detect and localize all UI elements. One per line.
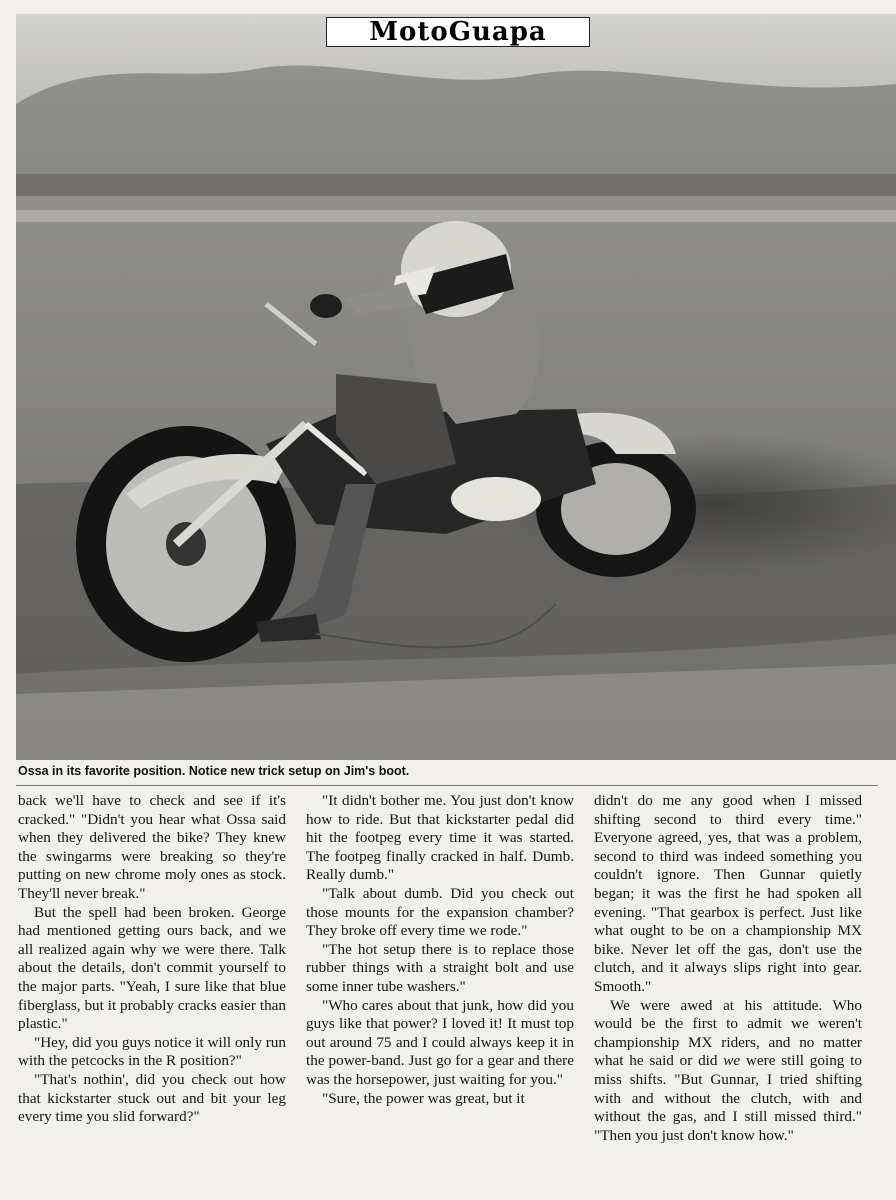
- caption-divider: [16, 785, 878, 786]
- photo-illustration: [16, 14, 896, 760]
- paragraph: "Sure, the power was great, but it: [322, 1089, 525, 1107]
- magazine-logo: MotoGuapa: [326, 17, 590, 47]
- paragraph: "It didn't bother me. You just don't know how to ride. But that kickstarter pedal did hit the footpeg every time it was started. The footpeg finally cracked in half. Dumb. Really dumb.": [306, 792, 574, 884]
- article-column-3: [594, 792, 862, 1192]
- article-column-1: [18, 792, 286, 1192]
- article-column-2: [306, 792, 574, 1192]
- paragraph: "Hey, did you guys notice it will only run with the petcocks in the R position?": [18, 1033, 286, 1070]
- paragraph: "Who cares about that junk, how did you guys like that power? I loved it! It must top out around 75 and I could always keep it in the power-band. Just go for a gear and there was the horsepower, just waiting for you.": [306, 996, 574, 1088]
- paragraph: [594, 997, 862, 1146]
- emphasis-text: we: [723, 1052, 741, 1070]
- paragraph-text: We were awed at his attitude. Who would be the first to admit we weren't championship MX riders, and no matter what he said or did: [594, 996, 862, 1070]
- paragraph-text: were still going to miss shifts. "But Gunnar, I tried shifting with and without the clutch, with and without the gas, and I still missed third." "Then you just don't know how.": [594, 1052, 862, 1144]
- paragraph: "That's nothin', did you check out how that kickstarter stuck out and bit your leg every time you slid forward?": [18, 1070, 286, 1126]
- article-body: [18, 792, 862, 1192]
- paragraph: back we'll have to check and see if it's cracked." "Didn't you hear what Ossa said when they delivered the bike? They knew the swingarms were breaking so they're putting on new chrome moly ones as stock. They'll never break.": [18, 792, 286, 902]
- paragraph: But the spell had been broken. George had mentioned getting ours back, and we all realized again why we were there. Talk about the details, don't commit yourself to the major parts. "Yeah, I sure like that blue fiberglass, but it probably cracks easier than plastic.": [18, 903, 286, 1033]
- paragraph: didn't do me any good when I missed shifting second to third every time." Everyone agreed, yes, that was a problem, second to third was indeed something you couldn't ignore. Then Gunnar quietly began; it was the first he had spoken all evening. "That gearbox is perfect. Just like what ought to be on a championship MX bike. Never let off the gas, don't use the clutch, and it always slips right into gear. Smooth.": [594, 792, 862, 995]
- motorcycle-photo: [16, 14, 896, 760]
- paragraph: "The hot setup there is to replace those rubber things with a straight bolt and use some inner tube washers.": [306, 940, 574, 995]
- photo-caption: Ossa in its favorite position. Notice new trick setup on Jim's boot.: [18, 764, 410, 778]
- paragraph: "Talk about dumb. Did you check out those mounts for the expansion chamber? They broke off every time we rode.": [306, 884, 574, 940]
